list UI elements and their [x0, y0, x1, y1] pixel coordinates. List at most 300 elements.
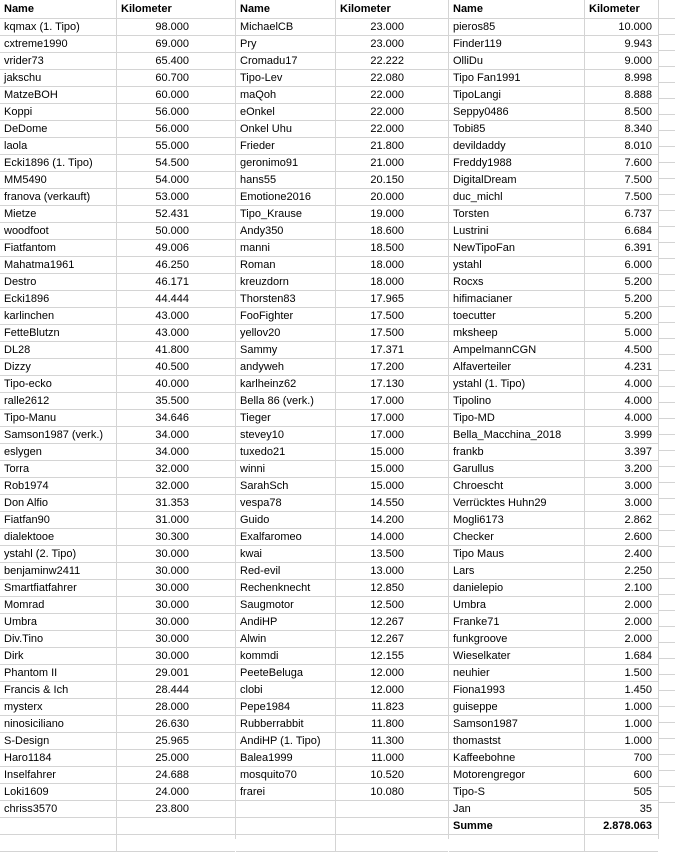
- name-cell[interactable]: Rechenknecht: [236, 580, 336, 596]
- name-cell[interactable]: AndiHP (1. Tipo): [236, 733, 336, 749]
- name-cell[interactable]: Loki1609: [0, 784, 117, 800]
- kilometer-cell[interactable]: [336, 818, 448, 834]
- name-cell[interactable]: frarei: [236, 784, 336, 800]
- kilometer-cell[interactable]: 30.000: [155, 650, 189, 662]
- name-cell[interactable]: Motorengregor: [449, 767, 585, 783]
- name-cell[interactable]: chriss3570: [0, 801, 117, 817]
- empty-cell[interactable]: [659, 83, 675, 99]
- kilometer-cell[interactable]: 12.000: [370, 684, 404, 696]
- name-cell[interactable]: Mogli6173: [449, 512, 585, 528]
- name-cell[interactable]: [236, 801, 336, 817]
- name-cell[interactable]: PeeteBeluga: [236, 665, 336, 681]
- kilometer-cell[interactable]: 22.000: [370, 106, 404, 118]
- name-cell[interactable]: Dizzy: [0, 359, 117, 375]
- kilometer-cell[interactable]: 1.500: [624, 667, 652, 679]
- kilometer-cell[interactable]: [117, 835, 235, 851]
- kilometer-cell[interactable]: 25.000: [155, 752, 189, 764]
- kilometer-cell[interactable]: 2.000: [624, 599, 652, 611]
- name-cell[interactable]: kqmax (1. Tipo): [0, 19, 117, 35]
- kilometer-cell[interactable]: 1.000: [624, 701, 652, 713]
- kilometer-cell[interactable]: 41.800: [155, 344, 189, 356]
- name-cell[interactable]: Bella_Macchina_2018: [449, 427, 585, 443]
- name-cell[interactable]: S-Design: [0, 733, 117, 749]
- kilometer-cell[interactable]: 12.500: [370, 599, 404, 611]
- name-cell[interactable]: mksheep: [449, 325, 585, 341]
- name-cell[interactable]: Tipolino: [449, 393, 585, 409]
- kilometer-cell[interactable]: 34.646: [155, 412, 189, 424]
- kilometer-cell[interactable]: 15.000: [370, 446, 404, 458]
- kilometer-cell[interactable]: 700: [633, 752, 652, 764]
- kilometer-cell[interactable]: 8.500: [624, 106, 652, 118]
- name-cell[interactable]: [449, 835, 585, 851]
- kilometer-cell[interactable]: 30.000: [155, 565, 189, 577]
- empty-cell[interactable]: [659, 499, 675, 515]
- kilometer-cell[interactable]: 30.300: [155, 531, 189, 543]
- kilometer-cell[interactable]: 34.000: [155, 429, 189, 441]
- empty-cell[interactable]: [659, 243, 675, 259]
- empty-cell[interactable]: [659, 355, 675, 371]
- kilometer-cell[interactable]: 40.000: [155, 378, 189, 390]
- name-cell[interactable]: Mahatma1961: [0, 257, 117, 273]
- name-cell[interactable]: Red-evil: [236, 563, 336, 579]
- kilometer-cell[interactable]: [585, 835, 658, 851]
- name-cell[interactable]: neuhier: [449, 665, 585, 681]
- empty-cell[interactable]: [659, 419, 675, 435]
- name-cell[interactable]: toecutter: [449, 308, 585, 324]
- empty-cell[interactable]: [659, 563, 675, 579]
- kilometer-cell[interactable]: 29.001: [155, 667, 189, 679]
- header-kilometer[interactable]: Kilometer: [340, 3, 391, 15]
- name-cell[interactable]: Koppi: [0, 104, 117, 120]
- kilometer-cell[interactable]: 20.000: [370, 191, 404, 203]
- name-cell[interactable]: Tipo_Krause: [236, 206, 336, 222]
- kilometer-cell[interactable]: 35.500: [155, 395, 189, 407]
- kilometer-cell[interactable]: [336, 835, 448, 851]
- kilometer-cell[interactable]: 69.000: [155, 38, 189, 50]
- empty-cell[interactable]: [659, 179, 675, 195]
- kilometer-cell[interactable]: 22.222: [370, 55, 404, 67]
- empty-cell[interactable]: [659, 579, 675, 595]
- kilometer-cell[interactable]: 12.000: [370, 667, 404, 679]
- name-cell[interactable]: Pepe1984: [236, 699, 336, 715]
- empty-cell[interactable]: [659, 755, 675, 771]
- kilometer-cell[interactable]: 1.000: [624, 735, 652, 747]
- kilometer-cell[interactable]: 49.006: [155, 242, 189, 254]
- name-cell[interactable]: Alwin: [236, 631, 336, 647]
- kilometer-cell[interactable]: 28.000: [155, 701, 189, 713]
- empty-cell[interactable]: [659, 211, 675, 227]
- kilometer-cell[interactable]: 60.700: [155, 72, 189, 84]
- kilometer-cell[interactable]: 6.684: [624, 225, 652, 237]
- empty-cell[interactable]: [659, 0, 675, 19]
- name-cell[interactable]: jakschu: [0, 70, 117, 86]
- name-cell[interactable]: vespa78: [236, 495, 336, 511]
- name-cell[interactable]: Samson1987 (verk.): [0, 427, 117, 443]
- name-cell[interactable]: Garullus: [449, 461, 585, 477]
- name-cell[interactable]: Emotione2016: [236, 189, 336, 205]
- kilometer-cell[interactable]: 11.000: [371, 752, 404, 764]
- kilometer-cell[interactable]: 3.000: [624, 480, 652, 492]
- name-cell[interactable]: Umbra: [0, 614, 117, 630]
- empty-cell[interactable]: [659, 339, 675, 355]
- name-cell[interactable]: Thorsten83: [236, 291, 336, 307]
- empty-cell[interactable]: [659, 387, 675, 403]
- name-cell[interactable]: Samson1987: [449, 716, 585, 732]
- name-cell[interactable]: kwai: [236, 546, 336, 562]
- name-cell[interactable]: DigitalDream: [449, 172, 585, 188]
- name-cell[interactable]: Smartfiatfahrer: [0, 580, 117, 596]
- empty-cell[interactable]: [659, 515, 675, 531]
- kilometer-cell[interactable]: 1.000: [624, 718, 652, 730]
- kilometer-cell[interactable]: 17.200: [370, 361, 404, 373]
- name-cell[interactable]: Torsten: [449, 206, 585, 222]
- kilometer-cell[interactable]: 18.000: [370, 276, 404, 288]
- name-cell[interactable]: thomastst: [449, 733, 585, 749]
- kilometer-cell[interactable]: 98.000: [155, 21, 189, 33]
- empty-cell[interactable]: [659, 451, 675, 467]
- name-cell[interactable]: Freddy1988: [449, 155, 585, 171]
- kilometer-cell[interactable]: 43.000: [155, 310, 189, 322]
- name-cell[interactable]: vrider73: [0, 53, 117, 69]
- header-name[interactable]: Name: [236, 0, 336, 18]
- name-cell[interactable]: Tobi85: [449, 121, 585, 137]
- kilometer-cell[interactable]: 5.000: [624, 327, 652, 339]
- kilometer-cell[interactable]: 7.600: [624, 157, 652, 169]
- kilometer-cell[interactable]: 30.000: [155, 633, 189, 645]
- kilometer-cell[interactable]: 11.800: [371, 718, 404, 730]
- kilometer-cell[interactable]: 60.000: [155, 89, 189, 101]
- name-cell[interactable]: [0, 835, 117, 851]
- kilometer-cell[interactable]: 24.000: [155, 786, 189, 798]
- name-cell[interactable]: AmpelmannCGN: [449, 342, 585, 358]
- empty-cell[interactable]: [659, 739, 675, 755]
- name-cell[interactable]: ystahl: [449, 257, 585, 273]
- kilometer-cell[interactable]: 46.250: [155, 259, 189, 271]
- name-cell[interactable]: Andy350: [236, 223, 336, 239]
- name-cell[interactable]: manni: [236, 240, 336, 256]
- kilometer-cell[interactable]: 17.000: [370, 429, 404, 441]
- empty-cell[interactable]: [659, 51, 675, 67]
- name-cell[interactable]: Checker: [449, 529, 585, 545]
- header-kilometer[interactable]: Kilometer: [121, 3, 172, 15]
- name-cell[interactable]: kreuzdorn: [236, 274, 336, 290]
- empty-cell[interactable]: [659, 371, 675, 387]
- kilometer-cell[interactable]: 32.000: [155, 463, 189, 475]
- name-cell[interactable]: NewTipoFan: [449, 240, 585, 256]
- kilometer-cell[interactable]: 12.267: [370, 616, 404, 628]
- name-cell[interactable]: Balea1999: [236, 750, 336, 766]
- empty-cell[interactable]: [659, 227, 675, 243]
- sum-value[interactable]: 2.878.063: [603, 820, 652, 832]
- name-cell[interactable]: devildaddy: [449, 138, 585, 154]
- kilometer-cell[interactable]: 10.520: [370, 769, 404, 781]
- empty-cell[interactable]: [659, 291, 675, 307]
- kilometer-cell[interactable]: 8.340: [624, 123, 652, 135]
- name-cell[interactable]: Pry: [236, 36, 336, 52]
- kilometer-cell[interactable]: 10.000: [618, 21, 652, 33]
- name-cell[interactable]: eslygen: [0, 444, 117, 460]
- name-cell[interactable]: Tipo Fan1991: [449, 70, 585, 86]
- name-cell[interactable]: Onkel Uhu: [236, 121, 336, 137]
- kilometer-cell[interactable]: 7.500: [624, 174, 652, 186]
- name-cell[interactable]: Dirk: [0, 648, 117, 664]
- kilometer-cell[interactable]: 17.000: [370, 395, 404, 407]
- name-cell[interactable]: Finder119: [449, 36, 585, 52]
- name-cell[interactable]: Rubberrabbit: [236, 716, 336, 732]
- kilometer-cell[interactable]: 44.444: [155, 293, 189, 305]
- name-cell[interactable]: hans55: [236, 172, 336, 188]
- name-cell[interactable]: Chroescht: [449, 478, 585, 494]
- kilometer-cell[interactable]: 23.800: [155, 803, 189, 815]
- kilometer-cell[interactable]: 5.200: [624, 310, 652, 322]
- kilometer-cell[interactable]: 17.130: [370, 378, 404, 390]
- empty-cell[interactable]: [659, 611, 675, 627]
- empty-cell[interactable]: [659, 467, 675, 483]
- name-cell[interactable]: dialektooe: [0, 529, 117, 545]
- empty-cell[interactable]: [659, 131, 675, 147]
- kilometer-cell[interactable]: 3.999: [624, 429, 652, 441]
- kilometer-cell[interactable]: 30.000: [155, 599, 189, 611]
- kilometer-cell[interactable]: 65.400: [155, 55, 189, 67]
- kilometer-cell[interactable]: 2.000: [624, 633, 652, 645]
- kilometer-cell[interactable]: 11.823: [371, 701, 404, 713]
- name-cell[interactable]: ralle2612: [0, 393, 117, 409]
- kilometer-cell[interactable]: 11.300: [371, 735, 404, 747]
- name-cell[interactable]: ystahl (1. Tipo): [449, 376, 585, 392]
- kilometer-cell[interactable]: 31.353: [155, 497, 189, 509]
- kilometer-cell[interactable]: 600: [633, 769, 652, 781]
- name-cell[interactable]: MichaelCB: [236, 19, 336, 35]
- empty-cell[interactable]: [659, 707, 675, 723]
- kilometer-cell[interactable]: 8.998: [624, 72, 652, 84]
- empty-cell[interactable]: [659, 659, 675, 675]
- kilometer-cell[interactable]: 46.171: [155, 276, 189, 288]
- kilometer-cell[interactable]: 19.000: [370, 208, 404, 220]
- kilometer-cell[interactable]: 6.000: [624, 259, 652, 271]
- name-cell[interactable]: winni: [236, 461, 336, 477]
- name-cell[interactable]: Kaffeebohne: [449, 750, 585, 766]
- name-cell[interactable]: Mietze: [0, 206, 117, 222]
- kilometer-cell[interactable]: 13.500: [370, 548, 404, 560]
- kilometer-cell[interactable]: 2.000: [624, 616, 652, 628]
- kilometer-cell[interactable]: 17.965: [370, 293, 404, 305]
- kilometer-cell[interactable]: 17.500: [370, 310, 404, 322]
- name-cell[interactable]: Fiatfantom: [0, 240, 117, 256]
- kilometer-cell[interactable]: 17.500: [370, 327, 404, 339]
- name-cell[interactable]: MatzeBOH: [0, 87, 117, 103]
- kilometer-cell[interactable]: 4.000: [624, 378, 652, 390]
- kilometer-cell[interactable]: 3.397: [624, 446, 652, 458]
- name-cell[interactable]: Tipo-Manu: [0, 410, 117, 426]
- name-cell[interactable]: Fiona1993: [449, 682, 585, 698]
- kilometer-cell[interactable]: 26.630: [155, 718, 189, 730]
- name-cell[interactable]: Inselfahrer: [0, 767, 117, 783]
- kilometer-cell[interactable]: 505: [633, 786, 652, 798]
- name-cell[interactable]: Bella 86 (verk.): [236, 393, 336, 409]
- name-cell[interactable]: Lars: [449, 563, 585, 579]
- name-cell[interactable]: ninosiciliano: [0, 716, 117, 732]
- name-cell[interactable]: Tieger: [236, 410, 336, 426]
- empty-cell[interactable]: [659, 163, 675, 179]
- kilometer-cell[interactable]: 12.267: [370, 633, 404, 645]
- name-cell[interactable]: danielepio: [449, 580, 585, 596]
- kilometer-cell[interactable]: 6.391: [624, 242, 652, 254]
- name-cell[interactable]: Franke71: [449, 614, 585, 630]
- empty-cell[interactable]: [659, 403, 675, 419]
- empty-cell[interactable]: [659, 547, 675, 563]
- name-cell[interactable]: [0, 818, 117, 834]
- empty-cell[interactable]: [659, 259, 675, 275]
- empty-cell[interactable]: [659, 323, 675, 339]
- kilometer-cell[interactable]: 15.000: [370, 480, 404, 492]
- kilometer-cell[interactable]: 2.862: [624, 514, 652, 526]
- name-cell[interactable]: Tipo-Lev: [236, 70, 336, 86]
- name-cell[interactable]: Rob1974: [0, 478, 117, 494]
- name-cell[interactable]: Verrücktes Huhn29: [449, 495, 585, 511]
- kilometer-cell[interactable]: 1.450: [624, 684, 652, 696]
- kilometer-cell[interactable]: 13.000: [370, 565, 404, 577]
- kilometer-cell[interactable]: 12.850: [370, 582, 404, 594]
- empty-cell[interactable]: [659, 195, 675, 211]
- name-cell[interactable]: Alfaverteiler: [449, 359, 585, 375]
- name-cell[interactable]: Cromadu17: [236, 53, 336, 69]
- kilometer-cell[interactable]: 15.000: [370, 463, 404, 475]
- name-cell[interactable]: Lustrini: [449, 223, 585, 239]
- name-cell[interactable]: Umbra: [449, 597, 585, 613]
- kilometer-cell[interactable]: 14.550: [370, 497, 404, 509]
- kilometer-cell[interactable]: 14.000: [370, 531, 404, 543]
- name-cell[interactable]: TipoLangi: [449, 87, 585, 103]
- name-cell[interactable]: duc_michl: [449, 189, 585, 205]
- name-cell[interactable]: funkgroove: [449, 631, 585, 647]
- name-cell[interactable]: guiseppe: [449, 699, 585, 715]
- name-cell[interactable]: benjaminw2411: [0, 563, 117, 579]
- kilometer-cell[interactable]: 22.000: [370, 89, 404, 101]
- name-cell[interactable]: Rocxs: [449, 274, 585, 290]
- kilometer-cell[interactable]: 4.500: [624, 344, 652, 356]
- kilometer-cell[interactable]: 30.000: [155, 548, 189, 560]
- sum-label[interactable]: Summe: [449, 818, 585, 834]
- name-cell[interactable]: OlliDu: [449, 53, 585, 69]
- name-cell[interactable]: Tipo-MD: [449, 410, 585, 426]
- name-cell[interactable]: Guido: [236, 512, 336, 528]
- kilometer-cell[interactable]: 8.888: [624, 89, 652, 101]
- kilometer-cell[interactable]: 53.000: [155, 191, 189, 203]
- empty-cell[interactable]: [659, 67, 675, 83]
- kilometer-cell[interactable]: 50.000: [155, 225, 189, 237]
- kilometer-cell[interactable]: 4.000: [624, 395, 652, 407]
- kilometer-cell[interactable]: 3.200: [624, 463, 652, 475]
- empty-cell[interactable]: [659, 627, 675, 643]
- name-cell[interactable]: Saugmotor: [236, 597, 336, 613]
- kilometer-cell[interactable]: 54.000: [155, 174, 189, 186]
- empty-cell[interactable]: [659, 435, 675, 451]
- name-cell[interactable]: eOnkel: [236, 104, 336, 120]
- kilometer-cell[interactable]: 4.000: [624, 412, 652, 424]
- kilometer-cell[interactable]: 52.431: [155, 208, 189, 220]
- name-cell[interactable]: Francis & Ich: [0, 682, 117, 698]
- empty-cell[interactable]: [659, 275, 675, 291]
- name-cell[interactable]: cxtreme1990: [0, 36, 117, 52]
- name-cell[interactable]: Sammy: [236, 342, 336, 358]
- name-cell[interactable]: Exalfaromeo: [236, 529, 336, 545]
- name-cell[interactable]: Tipo-ecko: [0, 376, 117, 392]
- empty-cell[interactable]: [659, 35, 675, 51]
- kilometer-cell[interactable]: 21.800: [370, 140, 404, 152]
- name-cell[interactable]: Phantom II: [0, 665, 117, 681]
- name-cell[interactable]: kommdi: [236, 648, 336, 664]
- name-cell[interactable]: Destro: [0, 274, 117, 290]
- empty-cell[interactable]: [659, 691, 675, 707]
- kilometer-cell[interactable]: 25.965: [155, 735, 189, 747]
- empty-cell[interactable]: [659, 147, 675, 163]
- kilometer-cell[interactable]: 23.000: [370, 38, 404, 50]
- kilometer-cell[interactable]: 2.250: [624, 565, 652, 577]
- empty-cell[interactable]: [659, 595, 675, 611]
- name-cell[interactable]: [236, 835, 336, 851]
- name-cell[interactable]: Momrad: [0, 597, 117, 613]
- name-cell[interactable]: Wieselkater: [449, 648, 585, 664]
- header-name[interactable]: Name: [0, 0, 117, 18]
- kilometer-cell[interactable]: 6.737: [624, 208, 652, 220]
- name-cell[interactable]: geronimo91: [236, 155, 336, 171]
- name-cell[interactable]: Seppy0486: [449, 104, 585, 120]
- name-cell[interactable]: woodfoot: [0, 223, 117, 239]
- kilometer-cell[interactable]: 22.080: [370, 72, 404, 84]
- name-cell[interactable]: yellov20: [236, 325, 336, 341]
- name-cell[interactable]: FooFighter: [236, 308, 336, 324]
- name-cell[interactable]: Tipo Maus: [449, 546, 585, 562]
- name-cell[interactable]: Frieder: [236, 138, 336, 154]
- name-cell[interactable]: DeDome: [0, 121, 117, 137]
- name-cell[interactable]: AndiHP: [236, 614, 336, 630]
- name-cell[interactable]: laola: [0, 138, 117, 154]
- name-cell[interactable]: MM5490: [0, 172, 117, 188]
- name-cell[interactable]: tuxedo21: [236, 444, 336, 460]
- kilometer-cell[interactable]: 34.000: [155, 446, 189, 458]
- empty-cell[interactable]: [659, 531, 675, 547]
- name-cell[interactable]: Div.Tino: [0, 631, 117, 647]
- kilometer-cell[interactable]: 55.000: [155, 140, 189, 152]
- name-cell[interactable]: franova (verkauft): [0, 189, 117, 205]
- kilometer-cell[interactable]: 20.150: [370, 174, 404, 186]
- kilometer-cell[interactable]: 1.684: [624, 650, 652, 662]
- kilometer-cell[interactable]: 43.000: [155, 327, 189, 339]
- name-cell[interactable]: Roman: [236, 257, 336, 273]
- name-cell[interactable]: DL28: [0, 342, 117, 358]
- name-cell[interactable]: Fiatfan90: [0, 512, 117, 528]
- kilometer-cell[interactable]: 2.400: [624, 548, 652, 560]
- name-cell[interactable]: Jan: [449, 801, 585, 817]
- kilometer-cell[interactable]: 17.000: [370, 412, 404, 424]
- kilometer-cell[interactable]: 18.000: [370, 259, 404, 271]
- name-cell[interactable]: ystahl (2. Tipo): [0, 546, 117, 562]
- kilometer-cell[interactable]: 40.500: [155, 361, 189, 373]
- empty-cell[interactable]: [659, 115, 675, 131]
- name-cell[interactable]: FetteBlutzn: [0, 325, 117, 341]
- empty-cell[interactable]: [659, 675, 675, 691]
- name-cell[interactable]: pieros85: [449, 19, 585, 35]
- name-cell[interactable]: SarahSch: [236, 478, 336, 494]
- name-cell[interactable]: mosquito70: [236, 767, 336, 783]
- name-cell[interactable]: frankb: [449, 444, 585, 460]
- kilometer-cell[interactable]: 31.000: [155, 514, 189, 526]
- kilometer-cell[interactable]: 9.000: [624, 55, 652, 67]
- kilometer-cell[interactable]: 17.371: [370, 344, 404, 356]
- kilometer-cell[interactable]: 5.200: [624, 276, 652, 288]
- name-cell[interactable]: [236, 818, 336, 834]
- name-cell[interactable]: karlheinz62: [236, 376, 336, 392]
